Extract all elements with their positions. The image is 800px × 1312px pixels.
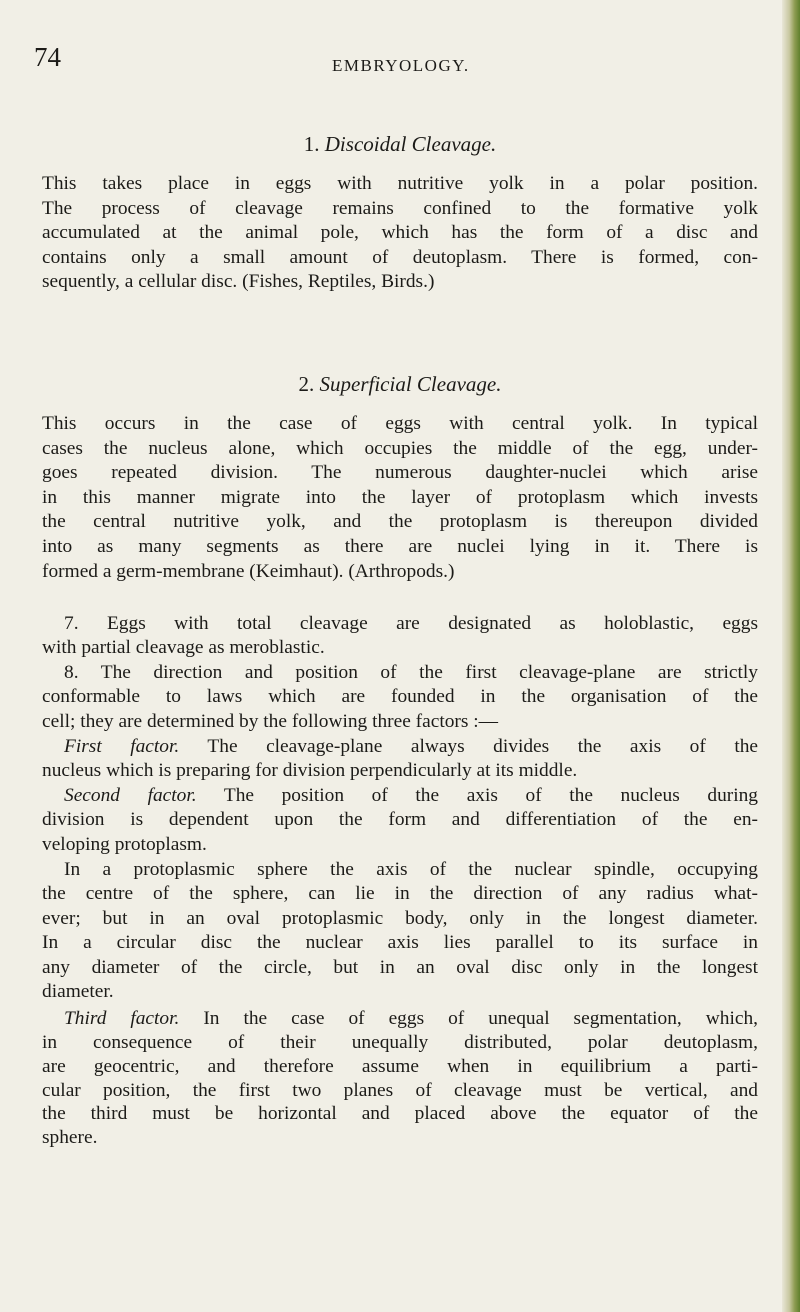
- text-line: The process of cleavage remains confined to the formative yolk: [42, 197, 758, 219]
- paragraph-7-cont: [42, 636, 758, 661]
- text-line: division is dependent upon the form and differentiation of the en-: [42, 809, 758, 830]
- second-factor-cont: [42, 808, 758, 857]
- text-line: [64, 735, 758, 760]
- text-line: the centre of the sphere, can lie in the direction of any radius what-: [42, 883, 758, 904]
- text-line: cases the nucleus alone, which occupies the middle of the egg, under-: [42, 437, 758, 459]
- section-heading-discoidal: [0, 132, 800, 157]
- text-line: sphere.: [42, 1127, 98, 1149]
- section-number: 1.: [303, 132, 320, 156]
- text-line: [64, 1007, 758, 1031]
- text-line: in consequence of their unequally distributed, polar deutoplasm,: [42, 1032, 758, 1053]
- text-line: veloping protoplasm.: [42, 833, 207, 855]
- factor-label: First factor.: [64, 736, 180, 757]
- factor-text: The position of the axis of the nucleus during: [196, 785, 758, 806]
- second-factor: [42, 784, 758, 809]
- page-edge-shadow: [782, 0, 800, 1312]
- paragraph-discoidal: [42, 172, 758, 295]
- first-factor: [42, 735, 758, 760]
- text-line: the third must be horizontal and placed above the equator of the: [42, 1103, 758, 1125]
- text-line: 7. Eggs with total cleavage are designated as holoblastic, eggs: [64, 613, 758, 634]
- third-factor-cont: [42, 1031, 758, 1150]
- text-line: This occurs in the case of eggs with central yolk. In typical: [42, 413, 758, 434]
- section-title: Superficial Cleavage.: [319, 372, 502, 396]
- text-line: ever; but in an oval protoplasmic body, only in the longest diameter.: [42, 907, 758, 929]
- text-line: into as many segments as there are nuclei lying in it. There is: [42, 535, 758, 557]
- text-line: cell; they are determined by the following three factors :—: [42, 710, 499, 732]
- text-line: goes repeated division. The numerous daughter-nuclei which arise: [42, 462, 758, 484]
- text-line: contains only a small amount of deutoplasm. There is formed, con-: [42, 246, 758, 268]
- text-line: accumulated at the animal pole, which has the form of a disc and: [42, 222, 758, 244]
- section-heading-superficial: [0, 372, 800, 397]
- section-title: Discoidal Cleavage.: [324, 132, 497, 156]
- factor-text: In the case of eggs of unequal segmentation, which,: [179, 1008, 758, 1029]
- text-line: nucleus which is preparing for division perpendicularly at its middle.: [42, 760, 578, 781]
- text-line: with partial cleavage as meroblastic.: [42, 637, 325, 658]
- paragraph-7: [42, 612, 758, 637]
- paragraph-8: [42, 661, 758, 686]
- section-number: 2.: [298, 372, 315, 396]
- paragraph-sphere-cont: [42, 882, 758, 1005]
- first-factor-cont: [42, 759, 758, 784]
- third-factor: [42, 1007, 758, 1031]
- factor-text: The cleavage-plane always divides the axis of the: [179, 736, 759, 757]
- text-line: This takes place in eggs with nutritive yolk in a polar position.: [42, 173, 758, 194]
- text-line: any diameter of the circle, but in an oval disc only in the longest: [42, 956, 758, 978]
- text-line: cular position, the first two planes of cleavage must be vertical, and: [42, 1079, 758, 1101]
- text-line: [64, 784, 758, 809]
- text-line: formed a germ-membrane (Keimhaut). (Arthropods.): [42, 560, 455, 582]
- text-line: the central nutritive yolk, and the protoplasm is thereupon divided: [42, 511, 758, 533]
- text-line: 8. The direction and position of the first cleavage-plane are strictly: [64, 662, 758, 683]
- factor-label: Second factor.: [64, 785, 197, 806]
- text-line: in this manner migrate into the layer of protoplasm which invests: [42, 486, 758, 508]
- text-line: In a circular disc the nuclear axis lies parallel to its surface in: [42, 932, 758, 954]
- paragraph-sphere: [42, 858, 758, 883]
- running-head: EMBRYOLOGY.: [332, 56, 470, 75]
- factor-label: Third factor.: [64, 1008, 180, 1029]
- text-line: are geocentric, and therefore assume when in equilibrium a parti-: [42, 1055, 758, 1077]
- paragraph-superficial: [42, 412, 758, 584]
- page-number: 74: [34, 42, 61, 72]
- text-line: sequently, a cellular disc. (Fishes, Reptiles, Birds.): [42, 271, 435, 293]
- text-line: In a protoplasmic sphere the axis of the nuclear spindle, occupying: [64, 859, 758, 880]
- paragraph-8-cont: [42, 685, 758, 734]
- text-line: conformable to laws which are founded in the organisation of the: [42, 686, 758, 707]
- text-line: diameter.: [42, 981, 114, 1003]
